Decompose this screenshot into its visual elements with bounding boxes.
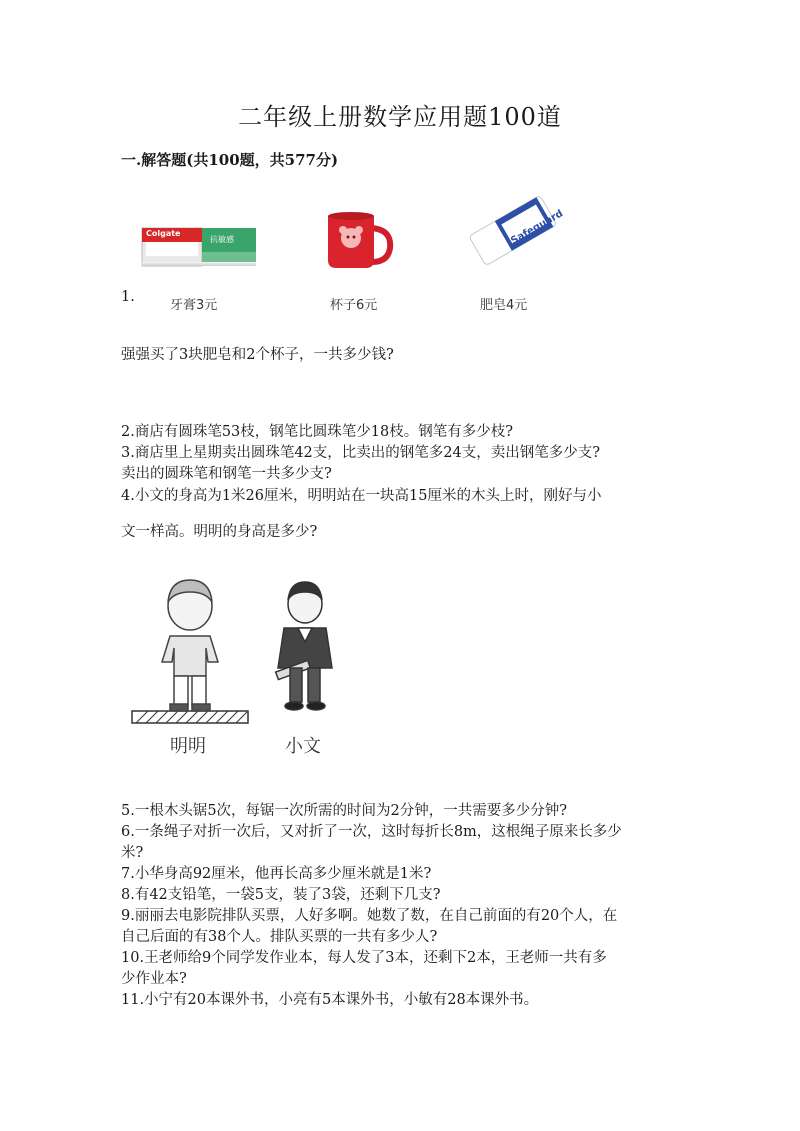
cup-image: [322, 210, 396, 276]
question-text: 强强买了3块肥皂和2个杯子，一共多少钱?: [121, 347, 394, 363]
question-text: 3.商店里上星期卖出圆珠笔42支，比卖出的钢笔多24支，卖出钢笔多少支?: [121, 445, 601, 461]
question-text: 米?: [121, 845, 144, 861]
section-header: 一.解答题(共100题，共577分): [121, 151, 339, 169]
question-text: 11.小宁有20本课外书，小亮有5本课外书，小敏有28本课外书。: [121, 992, 539, 1008]
question-text: 7.小华身高92厘米，他再长高多少厘米就是1米?: [121, 866, 432, 882]
question-text: 9.丽丽去电影院排队买票，人好多啊。她数了数，在自己前面的有20个人，在: [121, 908, 618, 924]
toothpaste-image: [140, 222, 258, 276]
question-text: 少作业本?: [121, 971, 187, 987]
question-text: 4.小文的身高为1米26厘米，明明站在一块高15厘米的木头上时，刚好与小: [121, 488, 602, 504]
soap-brand: Safeguard: [509, 208, 566, 247]
question-text: 5.一根木头锯5次，每锯一次所需的时间为2分钟，一共需要多少分钟?: [121, 803, 568, 819]
question-text: 卖出的圆珠笔和钢笔一共多少支?: [121, 466, 332, 482]
page-title: 二年级上册数学应用题100道: [238, 103, 562, 131]
soap-image: [462, 186, 566, 280]
toothpaste-subtext: 抗敏感: [210, 235, 234, 244]
figure-label-mingming: 明明: [170, 736, 206, 757]
figure-label-xiaowen: 小文: [285, 736, 321, 757]
question-number: 1.: [121, 289, 135, 305]
height-comparison-figure: [130, 578, 350, 742]
question-text: 自己后面的有38个人。排队买票的一共有多少人?: [121, 929, 438, 945]
toothpaste-brand: Colgate: [146, 229, 181, 238]
question-text: 10.王老师给9个同学发作业本，每人发了3本，还剩下2本，王老师一共有多: [121, 950, 607, 966]
question-text: 2.商店有圆珠笔53枝，钢笔比圆珠笔少18枝。钢笔有多少枝?: [121, 424, 514, 440]
toothpaste-label: 牙膏3元: [170, 298, 218, 313]
question-text: 6.一条绳子对折一次后，又对折了一次，这时每折长8m，这根绳子原来长多少: [121, 824, 622, 840]
question-text: 8.有42支铅笔，一袋5支，装了3袋，还剩下几支?: [121, 887, 441, 903]
cup-label: 杯子6元: [330, 298, 378, 313]
soap-label: 肥皂4元: [480, 298, 528, 313]
question-text: 文一样高。明明的身高是多少?: [121, 524, 318, 540]
